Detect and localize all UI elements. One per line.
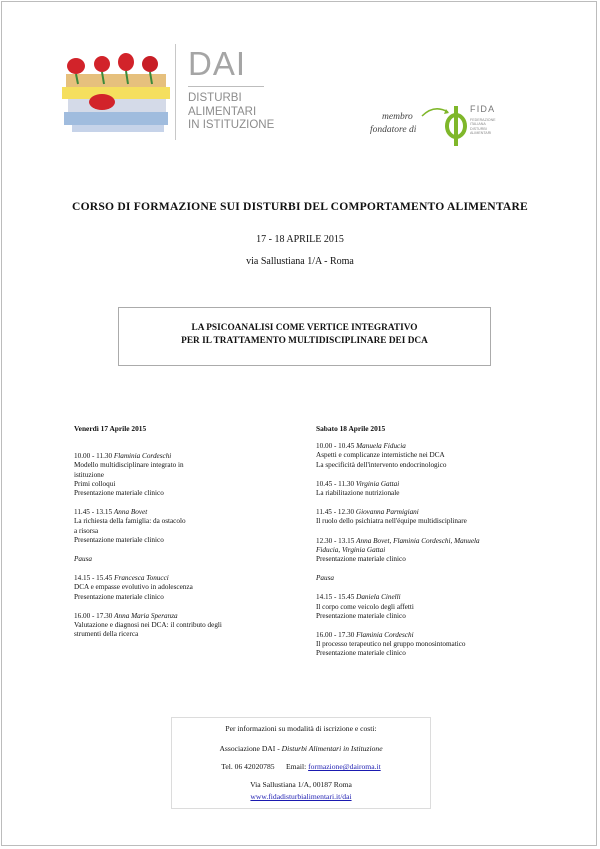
session-speaker: Giovanna Parmigiani [355,508,419,517]
course-venue: via Sallustiana 1/A - Roma [246,256,354,267]
session-speaker: Anna Bovet [113,508,148,517]
friday-heading: Venerdì 17 Aprile 2015 [74,424,147,433]
fida-fondatore-text: fondatore di [370,125,417,135]
dai-logo [62,44,275,144]
session-time: 11.45 - 12.30 [316,508,355,517]
session-body: Aspetti e complicanze internistiche nei DCA La specificità dell'intervento endocrinologico [316,451,447,469]
fida-name: FIDA [470,104,496,114]
info-association [172,744,430,753]
session-body: Presentazione materiale clinico [316,555,406,564]
pausa-label: Pausa [316,574,334,583]
session [74,452,264,498]
theme-box [118,307,491,366]
session [74,508,264,545]
session-time: 14.15 - 15.45 [74,574,113,583]
session-speaker: Anna Bovet, Flaminia Cordeschi, Manuela Fiducia, Virginia Gattai [316,536,480,554]
info-email-label: Email: [285,762,307,771]
session-body: Il ruolo dello psichiatra nell'équipe multidisciplinare [316,517,467,526]
website-link[interactable]: www.fidadisturbialimentari.it/dai [250,792,352,801]
session [316,593,526,621]
session [316,631,526,659]
theme-line-1: LA PSICOANALISI COME VERTICE INTEGRATIVO [191,323,418,333]
dai-logo-name: DAI [188,45,247,82]
info-intro: Per informazioni su modalità di iscrizione e costi: [225,724,377,733]
session [74,612,264,640]
dai-watercolor-logo [62,44,175,140]
session-time: 16.00 - 17.30 [74,611,113,620]
theme-line-2: PER IL TRATTAMENTO MULTIDISCIPLINARE DEI DCA [181,335,428,346]
session [316,480,526,498]
dai-logo-subtitle: DISTURBI ALIMENTARI IN ISTITUZIONE [188,92,275,131]
info-address: Via Sallustiana 1/A, 00187 Roma [250,780,352,789]
session-time: 12.30 - 13.15 [316,536,355,545]
session [74,574,264,602]
fida-membership [370,100,520,150]
fida-membro-text: membro [382,112,413,122]
pausa-label: Pausa [74,555,92,564]
logo-rule [188,86,264,87]
session-speaker: Daniela Cinelli [356,593,401,602]
session [316,537,526,565]
session-speaker: Manuela Fiducia [356,442,406,451]
session-body: La riabilitazione nutrizionale [316,489,400,498]
session-speaker: Francesca Tonucci [114,574,169,583]
session-body: Il processo terapeutico nel gruppo monosintomatico Presentazione materiale clinico [316,640,466,658]
session-time: 14.15 - 15.45 [316,593,355,602]
assoc-name: Disturbi Alimentari in Istituzione [281,744,383,753]
course-title: CORSO DI FORMAZIONE SUI DISTURBI DEL COMPORTAMENTO ALIMENTARE [72,200,528,213]
session [316,442,526,470]
session-speaker: Flaminia Cordeschi [113,452,172,461]
course-dates: 17 - 18 APRILE 2015 [256,234,344,245]
session-speaker: Virginia Gattai [355,479,400,488]
session-body: Il corpo come veicolo degli affetti Presentazione materiale clinico [316,602,414,620]
session-body: Valutazione e diagnosi nei DCA: il contributo degli strumenti della ricerca [74,621,222,639]
assoc-prefix: Associazione DAI - [219,744,282,753]
logo-divider [175,44,176,140]
fida-fullname: FEDERAZIONE ITALIANA DISTURBI ALIMENTARI [470,118,496,136]
session-time: 10.00 - 10.45 [316,442,355,451]
info-website-row [172,792,430,801]
info-box [171,717,431,809]
session-body: La richiesta della famiglia: da ostacolo a risorsa Presentazione materiale clinico [74,517,186,544]
session [316,508,526,526]
session-time: 10.00 - 11.30 [74,452,113,461]
email-link[interactable]: formazione@dairoma.it [308,762,381,771]
session-body: Modello multidisciplinare integrato in istituzione Primi colloqui Presentazione materiale clinico [74,461,184,498]
session-body: DCA e empasse evolutivo in adolescenza Presentazione materiale clinico [74,583,193,601]
info-tel: Tel. 06 42020785 [221,762,275,771]
session-time: 16.00 - 17.30 [316,631,355,640]
session-speaker: Flaminia Cordeschi [356,631,414,640]
session-time: 11.45 - 13.15 [74,508,113,517]
saturday-heading: Sabato 18 Aprile 2015 [316,424,386,433]
friday-program [74,424,264,649]
session-speaker: Anna Maria Speranza [114,611,178,620]
saturday-program [316,424,526,669]
session-time: 10.45 - 11.30 [316,479,355,488]
info-contacts [172,762,430,771]
